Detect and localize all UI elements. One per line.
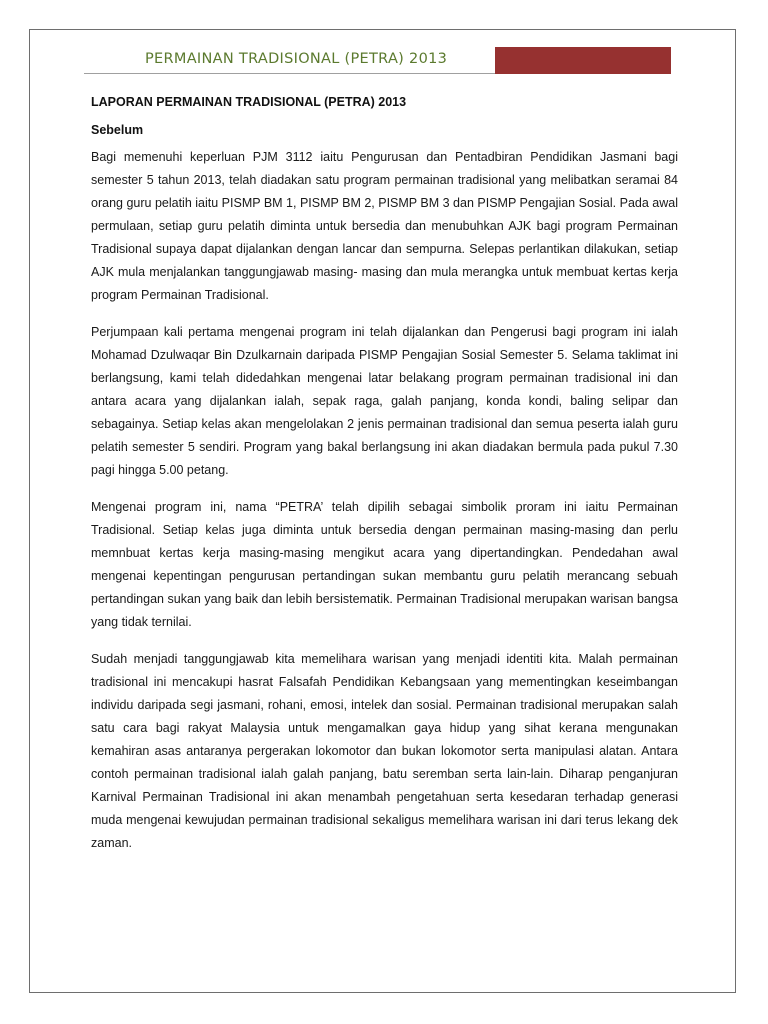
section-heading: Sebelum [91,123,144,137]
document-heading: LAPORAN PERMAINAN TRADISIONAL (PETRA) 2013 [91,95,407,109]
header-accent-bar [495,47,671,74]
header-rule [84,73,495,74]
document-body [91,93,678,855]
paragraph-3: Mengenai program ini, nama “PETRA’ telah dipilih sebagai simbolik proram ini iaitu Permainan Tradisional. Setiap kelas juga diminta untuk bersedia dengan permainan masing-masing dan perlu memnbuat kertas kerja masing-masing mengikut acara yang dipertandingkan. Pendedahan awal mengenai kepentingan pengurusan pertandingan sukan membantu guru pelatih merancang sebuah pertandingan sukan yang baik dan lebih bersistematik. Permainan Tradisional merupakan warisan bangsa yang tidak ternilai. [91,500,678,629]
header-title: PERMAINAN TRADISIONAL (PETRA) 2013 [145,51,448,67]
paragraph-2: Perjumpaan kali pertama mengenai program ini telah dijalankan dan Pengerusi bagi program ini ialah Mohamad Dzulwaqar Bin Dzulkarnain daripada PISMP Pengajian Sosial Semester 5. Selama taklimat ini berlangsung, kami telah didedahkan mengenai latar belakang program permainan tradisional ini dan antara acara yang dijalankan ialah, sepak raga, galah panjang, konda kondi, baling selipar dan sebagainya. Setiap kelas akan mengelolakan 2 jenis permainan tradisional dan semua peserta ialah guru pelatih semester 5 sendiri. Program yang bakal berlangsung ini akan diadakan bermula pada pukul 7.30 pagi hingga 5.00 petang. [91,325,678,477]
paragraph-4: Sudah menjadi tanggungjawab kita memelihara warisan yang menjadi identiti kita. Malah permainan tradisional ini mencakupi hasrat Falsafah Pendidikan Kebangsaan yang mementingkan keseimbangan individu daripada segi jasmani, rohani, emosi, intelek dan sosial. Permainan tradisional merupakan salah satu cara bagi rakyat Malaysia untuk mengamalkan gaya hidup yang sihat kerana mengunakan kemahiran asas antaranya pergerakan lokomotor dan bukan lokomotor serta manipulasi alatan. Antara contoh permainan tradisional ialah galah panjang, batu seremban serta lain-lain. Diharap penganjuran Karnival Permainan Tradisional ini akan menambah pengetahuan serta kesedaran terhadap generasi muda mengenai kewujudan permainan tradisional sekaligus memelihara warisan ini dari terus lekang dek zaman. [91,652,678,850]
paragraph-1: Bagi memenuhi keperluan PJM 3112 iaitu Pengurusan dan Pentadbiran Pendidikan Jasmani bagi semester 5 tahun 2013, telah diadakan satu program permainan tradisional yang melibatkan seramai 84 orang guru pelatih iaitu PISMP BM 1, PISMP BM 2, PISMP BM 3 dan PISMP Pengajian Sosial. Pada awal permulaan, setiap guru pelatih diminta untuk bersedia dan menubuhkan AJK bagi program Permainan Tradisional supaya dapat dijalankan dengan lancar dan sempurna. Selepas perlantikan dilakukan, setiap AJK mula menjalankan tanggungjawab masing- masing dan mula merangka untuk membuat kertas kerja program Permainan Tradisional. [91,150,678,302]
